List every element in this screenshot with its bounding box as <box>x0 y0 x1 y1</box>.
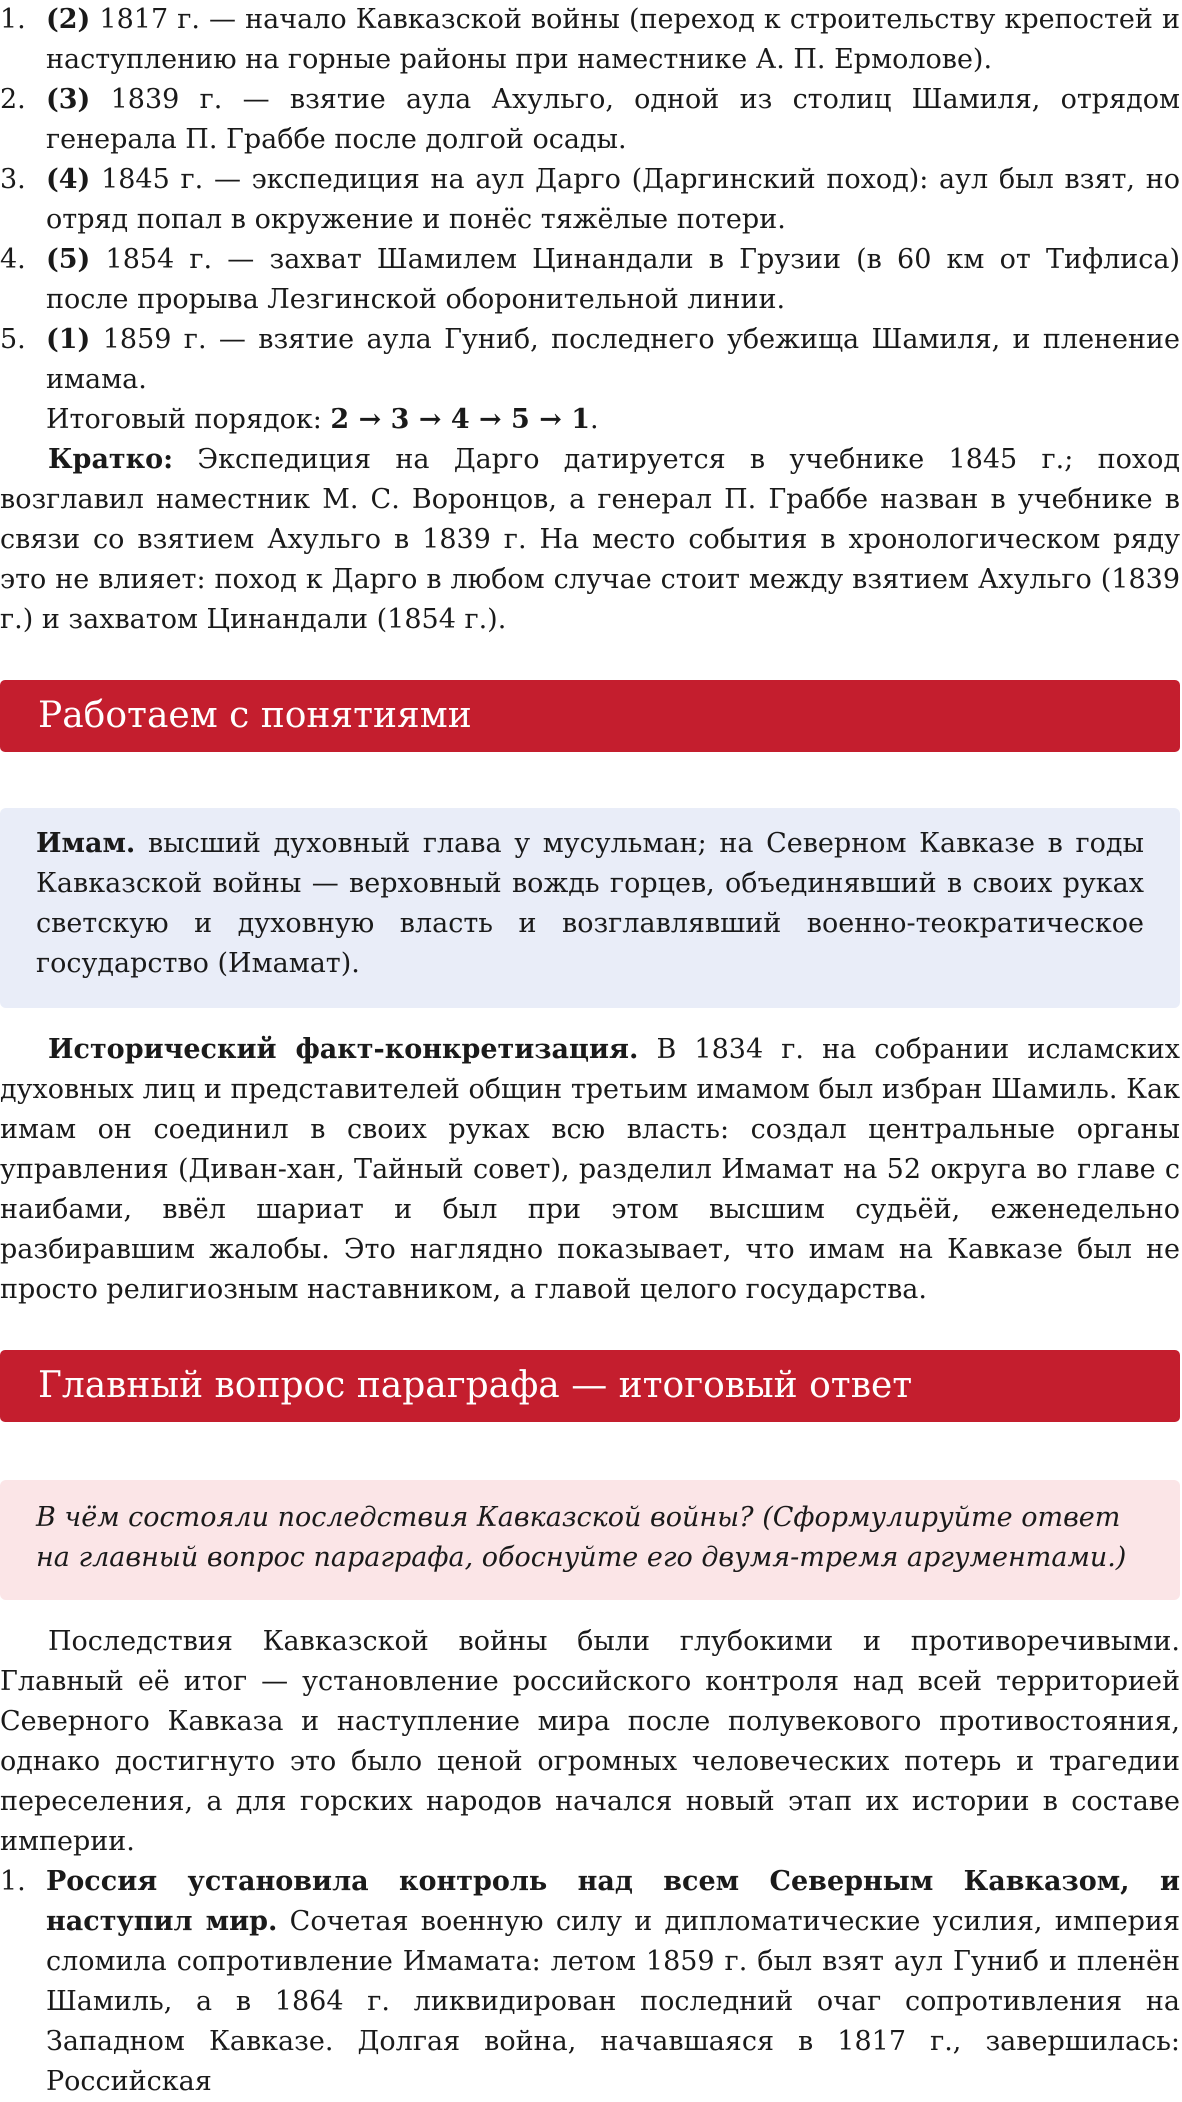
historical-fact <box>0 1030 1180 1310</box>
section-header-main-question: Главный вопрос параграфа — итоговый ответ <box>0 1350 1180 1422</box>
imam-definition: Имам. высший духовный глава у мусульман; на Северном Кавказе в годы Кавказской войны — верховный вождь горцев, объединявший в своих руках светскую и духовную власть и возглавлявший военно-теократическое государство (Имамат). <box>36 828 1144 979</box>
question-box <box>0 1480 1180 1600</box>
chronology-list <box>0 0 1180 400</box>
list-item: 1. Россия установила контроль над всем Северным Кавказом, и наступил мир. Сочетая военную силу и дипломатические усилия, империя сломила сопротивление Имамата: летом 1859 г. был взят аул Гуниб и пленён Шамиль, а в 1864 г. ликвидирован последний очаг сопротивления на Западном Кавказе. Долгая война, начавшаяся в 1817 г., завершилась: Российская <box>0 1866 1180 2097</box>
list-item: 3. (4) 1845 г. — экспедиция на аул Дарго (Даргинский поход): аул был взят, но отряд попал в окружение и понёс тяжёлые потери. <box>0 164 1180 235</box>
historical-fact-paragraph: Исторический факт-конкретизация. В 1834 г. на собрании исламских духовных лиц и представителей общин третьим имамом был избран Шамиль. Как имам он соединил в своих руках всю власть: создал центральные органы управления (Диван-хан, Тайный совет), разделил Имамат на 52 округа во главе с наибами, ввёл шариат и был при этом высшим судьёй, еженедельно разбиравшим жалобы. Это наглядно показывает, что имам на Кавказе был не просто религиозным наставником, а главой целого государства. <box>0 1034 1180 1305</box>
chronology-answer <box>0 0 1180 640</box>
final-order: Итоговый порядок: 2 → 3 → 4 → 5 → 1. <box>46 404 599 435</box>
main-question: В чём состояли последствия Кавказской войны? (Сформулируйте ответ на главный вопрос параграфа, обоснуйте его двумя-тремя аргументами.) <box>36 1502 1127 1573</box>
brief-note: Кратко: Экспедиция на Дарго датируется в учебнике 1845 г.; поход возглавил наместник М. С. Воронцов, а генерал П. Граббе назван в учебнике в связи со взятием Ахульго в 1839 г. На место события в хронологическом ряду это не влияет: поход к Дарго в любом случае стоит между взятием Ахульго (1839 г.) и захватом Цинандали (1854 г.). <box>0 444 1180 635</box>
list-item: 1. (2) 1817 г. — начало Кавказской войны (переход к строительству крепостей и наступлению на горные районы при наместнике А. П. Ермолове). <box>0 4 1180 75</box>
section-header-concepts: Работаем с понятиями <box>0 680 1180 752</box>
answer-list <box>0 1862 1180 2102</box>
list-item: 5. (1) 1859 г. — взятие аула Гуниб, последнего убежища Шамиля, и пленение имама. <box>0 324 1180 395</box>
list-item: 4. (5) 1854 г. — захват Шамилем Цинандали в Грузии (в 60 км от Тифлиса) после прорыва Лезгинской оборонительной линии. <box>0 244 1180 315</box>
answer-intro: Последствия Кавказской войны были глубокими и противоречивыми. Главный её итог — установление российского контроля над всей территорией Северного Кавказа и наступление мира после полувекового противостояния, однако достигнуто это было ценой огромных человеческих потерь и трагедии переселения, а для горских народов начался новый этап их истории в составе империи. <box>0 1626 1180 1857</box>
list-item: 2. (3) 1839 г. — взятие аула Ахульго, одной из столиц Шамиля, отрядом генерала П. Граббе после долгой осады. <box>0 84 1180 155</box>
final-answer <box>0 1622 1180 2102</box>
imam-definition-box <box>0 808 1180 1008</box>
